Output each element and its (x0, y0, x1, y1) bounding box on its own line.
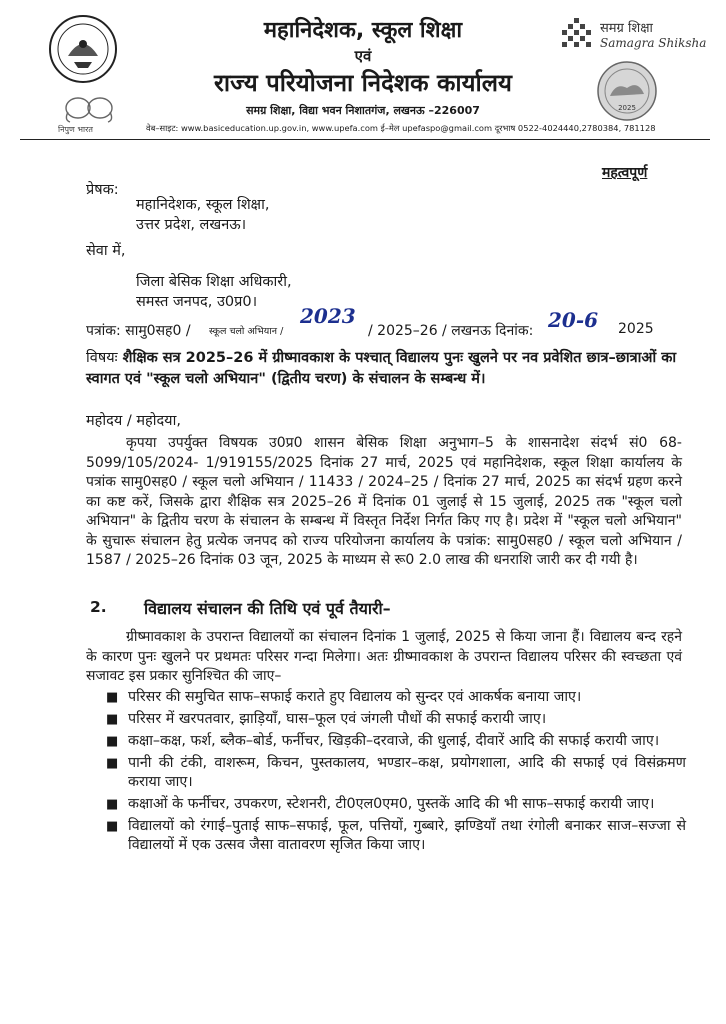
header-title-2: राज्य परियोजना निदेशक कार्यालय (214, 69, 512, 97)
date-year: 2025 (618, 321, 654, 337)
subject-label: विषयः (86, 350, 118, 366)
importance-label: महत्वपूर्ण (602, 165, 648, 181)
reference-suffix: / 2025–26 / लखनऊ दिनांक: (368, 323, 534, 339)
seal-year: 2025 (618, 104, 636, 112)
salutation: महोदय / महोदया, (86, 413, 181, 429)
list-item: ■ परिसर की समुचित साफ–सफाई कराते हुए विद्यालय को सुन्दर एवं आकर्षक बनाया जाए। (106, 688, 686, 707)
reference-label: पत्रांक: सामु0सह0 / (86, 323, 191, 339)
sender-line-2: उत्तर प्रदेश, लखनऊ। (136, 217, 247, 233)
list-item: ■ पानी की टंकी, वाशरूम, किचन, पुस्तकालय, भण्डार–कक्ष, प्रयोगशाला, आदि की सफाई एवं विसंक्रमण कराया जाए। (106, 754, 686, 792)
header-title-1: महानिदेशक, स्कूल शिक्षा (263, 18, 463, 43)
list-item: ■ विद्यालयों को रंगाई–पुताई साफ–सफाई, फूल, पत्तियों, गुब्बारे, झण्डियाँ तथा रंगोली बनाकर साज–सज्जा से विद्यालयों में एक उत्सव जैसा वातावरण सृजित किया जाए। (106, 817, 686, 855)
list-item: ■ परिसर में खरपतवार, झाड़ियाँ, घास–फूल एवं जंगली पौधों की सफाई करायी जाए। (106, 710, 686, 729)
left-logo-caption: निपुण भारत (58, 125, 93, 134)
reference-small: स्कूल चलो अभियान / (209, 326, 284, 337)
header-divider (20, 139, 710, 140)
recipient-line-2: समस्त जनपद, उ0प्र0। (136, 294, 258, 310)
sender-label: प्रेषक: (86, 182, 119, 198)
brand-hindi: समग्र शिक्षा (600, 21, 653, 36)
header-contact: वेब–साइट: www.basiceducation.up.gov.in, www.upefa.com ई–मेल upefaspo@gmail.com दूरभाष 0522-4024440,2780384, 781128 (146, 123, 656, 133)
cleaning-checklist (106, 688, 686, 858)
paragraph-1: कृपया उपर्युक्त विषयक उ0प्र0 शासन बेसिक शिक्षा अनुभाग–5 के शासनादेश संदर्भ सं0 68-5099/105/2024- 1/919155/2025 दिनांक 27 मार्च, 2025 एवं महानिदेशक, स्कूल शिक्षा कार्यालय के पत्रांक सामु0सह0 / स्कूल चलो अभियान / 11433 / 2024–25 / दिनांक 27 मार्च, 2025 का संदर्भ ग्रहण करने का कष्ट करें, जिसके द्वारा शैक्षिक सत्र 2025–26 में दिनांक 01 जुलाई से 15 जुलाई, 2025 तक "स्कूल चलो अभियान" के द्वितीय चरण के संचालन के सम्बन्ध में विस्तृत निर्देश निर्गत किए गए है। प्रदेश में "स्कूल चलो अभियान" के सुचारू संचालन हेतु प्रत्येक जनपद को राज्य परियोजना कार्यालय के पत्रांक: सामु0सह0 / स्कूल चलो अभियान / 1587 / 2025–26 दिनांक 03 जून, 2025 के माध्यम से रू0 2.0 लाख की धनराशि जारी कर दी गयी है। (86, 435, 682, 568)
list-item: ■ कक्षाओं के फर्नीचर, उपकरण, स्टेशनरी, टी0एल0एम0, पुस्तकें आदि की भी साफ–सफाई करायी जाए। (106, 795, 686, 814)
header-conjunction: एवं (354, 47, 372, 65)
section-number: 2. (90, 598, 107, 616)
sender-line-1: महानिदेशक, स्कूल शिक्षा, (136, 197, 270, 213)
header-address: समग्र शिक्षा, विद्या भवन निशातगंज, लखनऊ –226007 (246, 104, 480, 117)
to-label: सेवा में, (86, 243, 126, 259)
date-handwritten: 20-6 (548, 308, 599, 332)
section-title: विद्यालय संचालन की तिथि एवं पूर्व तैयारी– (144, 599, 391, 618)
reference-number-handwritten: 2023 (300, 304, 356, 328)
list-item: ■ कक्षा–कक्ष, फर्श, ब्लैक–बोर्ड, फर्नीचर, खिड़की–दरवाजे, की धुलाई, दीवारें आदि की सफाई करायी जाए। (106, 732, 686, 751)
subject-block (86, 348, 682, 390)
paragraph-2: ग्रीष्मावकाश के उपरान्त विद्यालयों का संचालन दिनांक 1 जुलाई, 2025 से किया जाना हैं। विद्यालय बन्द रहने के कारण पुनः खुलने पर प्रथमतः परिसर गन्दा मिलेगा। अतः ग्रीष्मावकाश के उपरान्त विद्यालय परिसर की स्वच्छता एवं सजावट इस प्रकार सुनिश्चित की जाए– (86, 629, 682, 684)
brand-english: Samagra Shiksha (600, 36, 707, 50)
subject-text: शैक्षिक सत्र 2025–26 में ग्रीष्मावकाश के पश्चात् विद्यालय पुनः खुलने पर नव प्रवेशित छात्र–छात्राओं का स्वागत एवं "स्कूल चलो अभियान" (द्वितीय चरण) के संचालन के सम्बन्ध में। (86, 350, 677, 387)
recipient-line-1: जिला बेसिक शिक्षा अधिकारी, (136, 274, 292, 290)
